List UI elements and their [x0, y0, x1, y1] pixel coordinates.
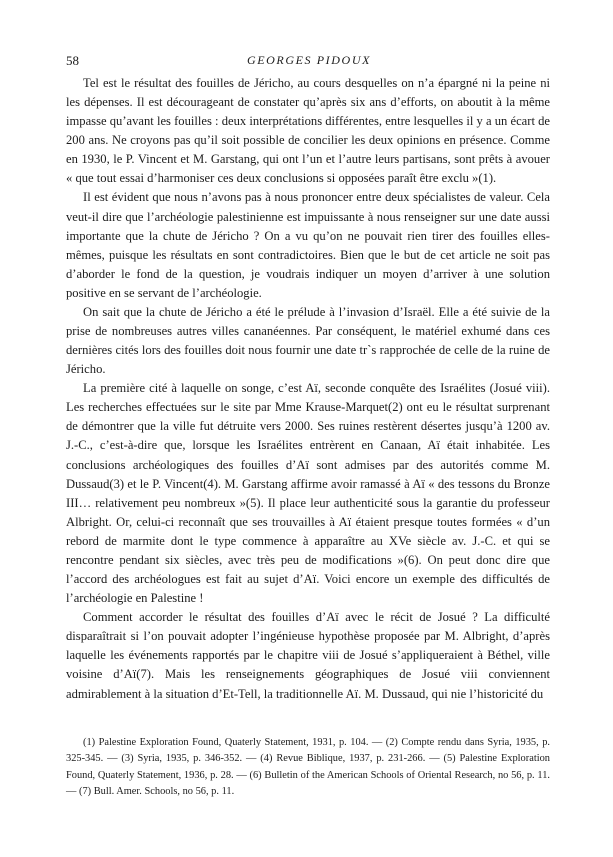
paragraph: Tel est le résultat des fouilles de Jéricho, au cours desquelles on n’a épargné ni la peine ni les dépenses. Il est décourageant de constater qu’après six ans d’efforts, on aboutit à la même impasse qu’avant les fouilles : deux interprétations différentes, entre lesquelles il y a un écart de 200 ans. Ne croyons pas qu’il soit possible de concilier les deux opinions en présence. Comme en 1930, le P. Vincent et M. Garstang, qui ont l’un et l’autre leurs partisans, sont prêts à avouer « que tout essai d’harmoniser ces deux conclusions si opposées paraît être exclu »(1).: [66, 76, 550, 186]
footnotes: [66, 735, 550, 800]
footnote-block: (1) Palestine Exploration Found, Quaterly Statement, 1931, p. 104. — (2) Compte rendu dans Syria, 1935, p. 325-345. — (3) Syria, 1935, p. 346-352. — (4) Revue Biblique, 1937, p. 231-266. — (5) Palestine Exploration Found, Quaterly Statement, 1936, p. 28. — (6) Bulletin of the American Schools of Oriental Research, no 56, p. 11. — (7) Bull. Amer. Schools, no 56, p. 11.: [66, 737, 550, 797]
paragraph: On sait que la chute de Jéricho a été le prélude à l’invasion d’Israël. Elle a été suivie de la prise de nombreuses autres villes cananéennes. Par conséquent, le matériel exhumé dans ces dernières cités lors des fouilles doit nous fournir une date tr`s rapprochée de celle de la ruine de Jéricho.: [66, 304, 550, 377]
page-number: 58: [66, 53, 79, 68]
paragraph: Il est évident que nous n’avons pas à nous prononcer entre deux spécialistes de valeur. Cela veut-il dire que l’archéologie palestinienne est impuissante à nous renseigner sur une date aussi importante que la chute de Jéricho ? On a vu qu’on ne pouvait rien tirer des fouilles elles-mêmes, puisque les résultats en sont contradictoires. Bien que le but de cet article ne soit pas d’aborder le fond de la question, je voudrais indiquer un moyen d’arriver à une solution positive en se servant de l’archéologie.: [66, 190, 550, 300]
body-text: [66, 74, 550, 704]
running-title: GEORGES PIDOUX: [246, 53, 372, 67]
paragraph: La première cité à laquelle on songe, c’est Aï, seconde conquête des Israélites (Josué viii). Les recherches effectuées sur le site par Mme Krause-Marquet(2) ont eu le résultat surprenant de démontrer que la ville fut détruite vers 2000. Ses ruines restèrent désertes jusqu’à 1200 av. J.-C., c’est-à-dire que, lorsque les Israélites entrèrent en Canaan, Aï était inhabitée. Les conclusions archéologiques des fouilles d’Aï sont admises par des autorités comme M. Dussaud(3) et le P. Vincent(4). M. Garstang affirme avoir ramassé à Aï « des tessons du Bronze III… relativement peu nombreux »(5). Il place leur authenticité sous la garantie du professeur Albright. Or, celui-ci reconnaît que ses trouvailles à Aï étaient presque toutes formées « d’un rebord de marmite dont le type commence à apparaître au XVe siècle av. J.-C. et qui se rencontre pendant six siècles, avec très peu de modifications »(6). On peut donc dire que l’accord des archéologues est fait au sujet d’Aï. Voici encore un exemple des difficultés de l’archéologie en Palestine !: [66, 381, 550, 606]
paragraph: Comment accorder le résultat des fouilles d’Aï avec le récit de Josué ? La difficulté disparaîtrait si l’on pouvait adopter l’ingénieuse hypothèse proposée par M. Albright, d’après laquelle les événements rapportés par le chapitre viii de Josué s’appliqueraient à Béthel, ville voisine d’Aï(7). Mais les renseignements géographiques de Josué viii conviennent admirablement à la situation d’Et-Tell, la traditionnelle Aï. M. Dussaud, qui nie l’historicité du: [66, 610, 550, 701]
running-head: [66, 53, 552, 73]
